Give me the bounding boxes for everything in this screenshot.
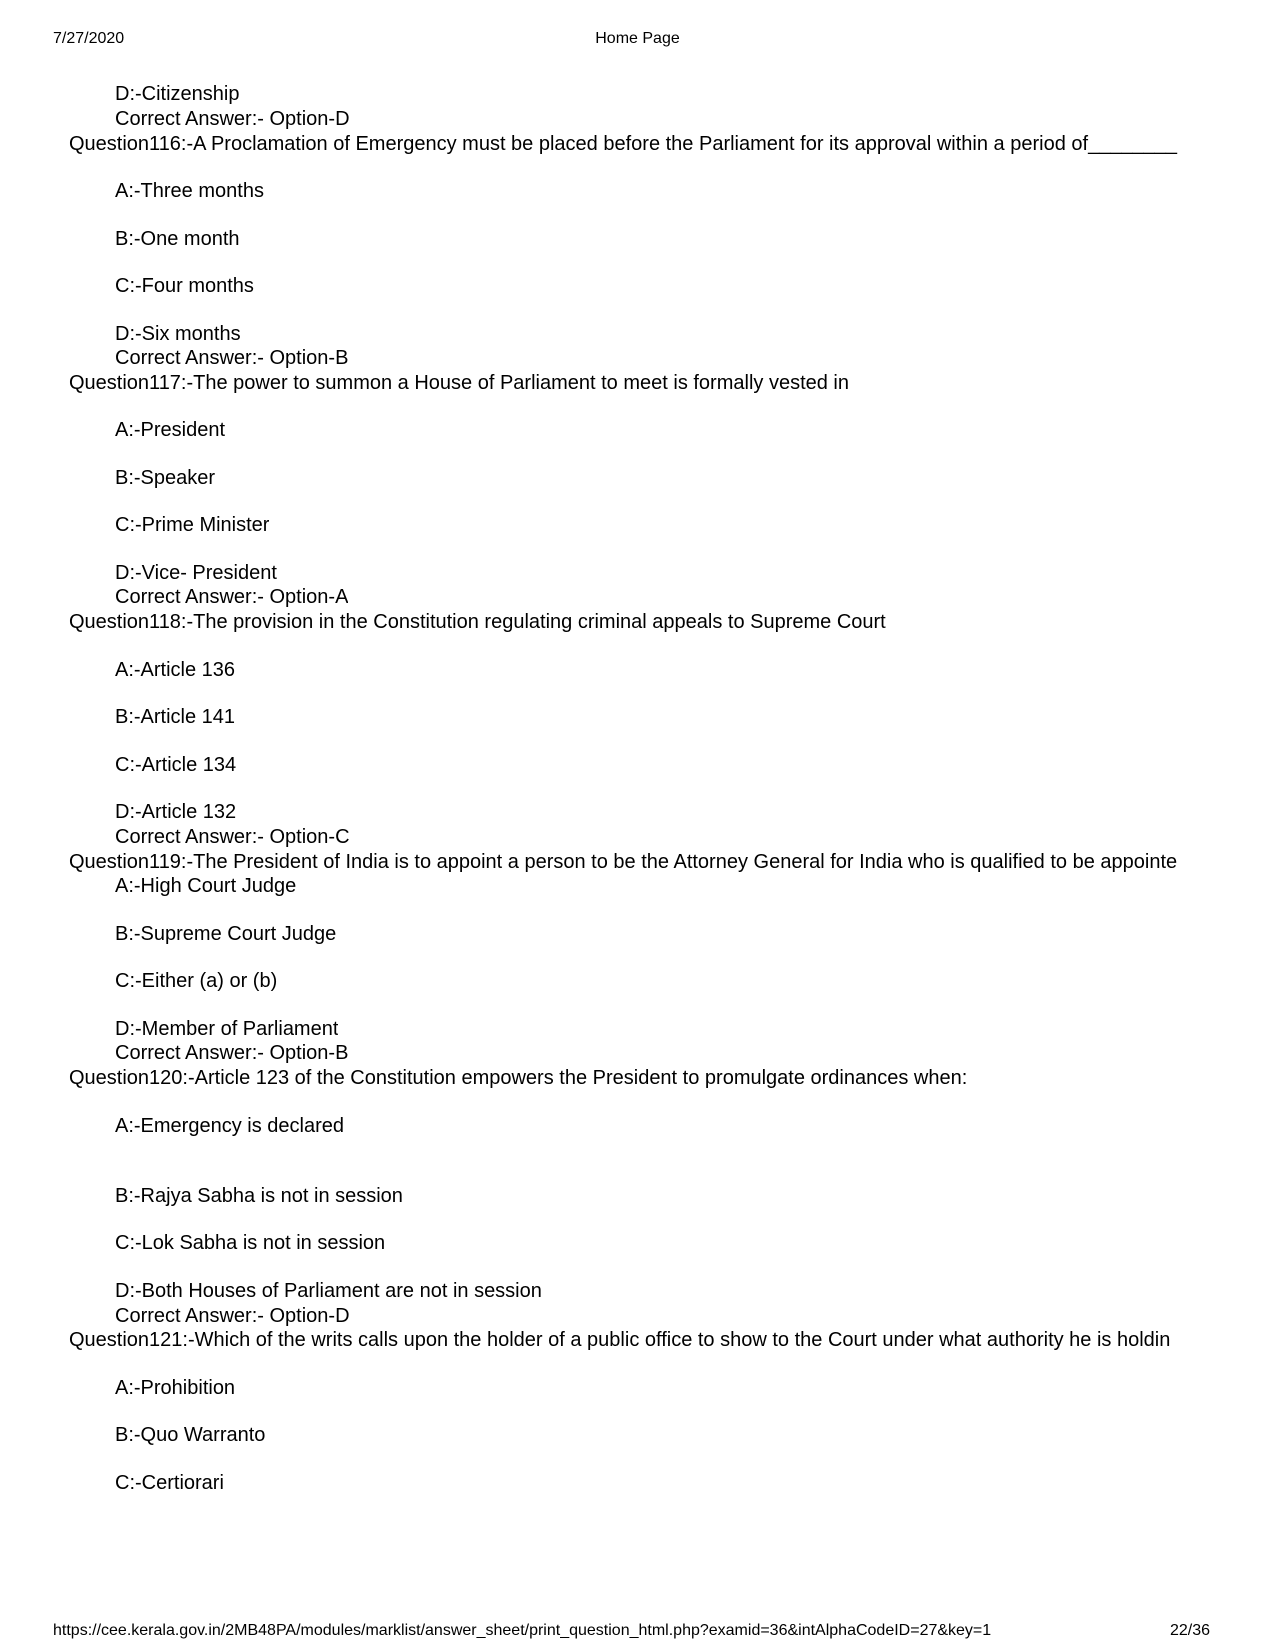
question-119-option-a: A:-High Court Judge [115, 875, 297, 897]
question-117-text: Question117:-The power to summon a House of Parliament to meet is formally vested in [69, 372, 849, 394]
prev-correct-answer: Correct Answer:- Option-D [115, 108, 350, 130]
question-119-text: Question119:-The President of India is to appoint a person to be the Attorney General for India who is qualified to be appointe [69, 851, 1178, 873]
question-121-option-c: C:-Certiorari [115, 1472, 224, 1494]
question-118-correct-answer: Correct Answer:- Option-C [115, 826, 350, 848]
question-121-option-a: A:-Prohibition [115, 1377, 236, 1399]
question-119-correct-answer: Correct Answer:- Option-B [115, 1042, 349, 1064]
question-116-option-c: C:-Four months [115, 275, 254, 297]
question-118-option-d: D:-Article 132 [115, 801, 237, 823]
question-117-option-a: A:-President [115, 419, 226, 441]
question-116-correct-answer: Correct Answer:- Option-B [115, 347, 349, 369]
question-117-option-d: D:-Vice- President [115, 562, 277, 584]
footer-url: https://cee.kerala.gov.in/2MB48PA/modules/marklist/answer_sheet/print_question_html.php?examid=36&intAlphaCodeID=27&key=1 [53, 1622, 992, 1639]
question-116-option-a: A:-Three months [115, 180, 264, 202]
question-119-option-c: C:-Either (a) or (b) [115, 970, 278, 992]
question-117-correct-answer: Correct Answer:- Option-A [115, 586, 349, 608]
prev-option-d: D:-Citizenship [115, 83, 240, 105]
question-118-option-c: C:-Article 134 [115, 754, 237, 776]
question-120-option-b: B:-Rajya Sabha is not in session [115, 1185, 403, 1207]
question-119-option-d: D:-Member of Parliament [115, 1018, 339, 1040]
footer-page-number: 22/36 [1170, 1622, 1211, 1639]
question-116-text: Question116:-A Proclamation of Emergency must be placed before the Parliament for its approval within a period of________ [69, 133, 1178, 155]
header-title: Home Page [595, 30, 680, 47]
question-117-option-c: C:-Prime Minister [115, 514, 270, 536]
question-116-option-d: D:-Six months [115, 323, 241, 345]
question-120-correct-answer: Correct Answer:- Option-D [115, 1305, 350, 1327]
question-118-text: Question118:-The provision in the Constitution regulating criminal appeals to Supreme Court [69, 611, 886, 633]
question-120-text: Question120:-Article 123 of the Constitution empowers the President to promulgate ordinances when: [69, 1067, 968, 1089]
question-119-option-b: B:-Supreme Court Judge [115, 923, 337, 945]
header-date: 7/27/2020 [53, 30, 125, 47]
question-120-option-d: D:-Both Houses of Parliament are not in session [115, 1280, 542, 1302]
question-121-text: Question121:-Which of the writs calls upon the holder of a public office to show to the Court under what authority he is holdin [69, 1329, 1171, 1351]
question-118-option-a: A:-Article 136 [115, 659, 236, 681]
question-120-option-c: C:-Lok Sabha is not in session [115, 1232, 386, 1254]
question-117-option-b: B:-Speaker [115, 467, 216, 489]
question-120-option-a: A:-Emergency is declared [115, 1115, 344, 1137]
question-116-option-b: B:-One month [115, 228, 240, 250]
question-121-option-b: B:-Quo Warranto [115, 1424, 266, 1446]
question-118-option-b: B:-Article 141 [115, 706, 236, 728]
